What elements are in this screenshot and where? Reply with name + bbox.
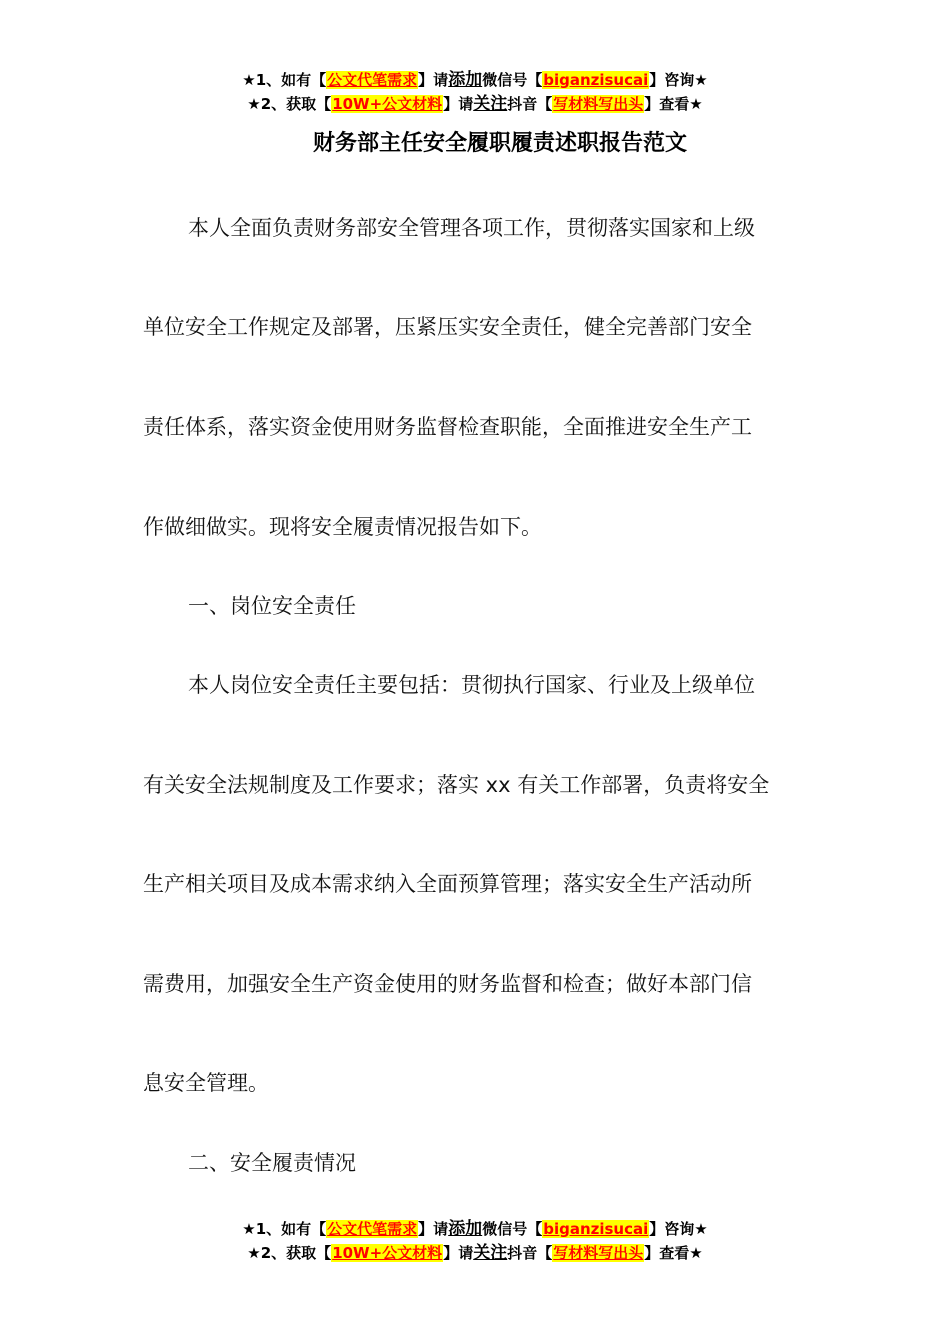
- document-title: 财务部主任安全履职履责述职报告范文: [312, 131, 687, 156]
- paragraph-line: 单位安全工作规定及部署，压紧压实安全责任，健全完善部门安全: [143, 315, 752, 339]
- highlight-materials: 10W+公文材料: [332, 1244, 443, 1262]
- banner-line-2: ★2、获取【10W+公文材料】请关注抖音【写材料写出头】查看★: [247, 1243, 703, 1263]
- paragraph-line: 息安全管理。: [143, 1071, 269, 1095]
- highlight-materials: 10W+公文材料: [332, 95, 443, 113]
- highlight-service: 公文代笔需求: [327, 71, 418, 89]
- banner-line-1: ★1、如有【公文代笔需求】请添加微信号【biganzisucai】咨询★: [242, 70, 708, 90]
- paragraph-line: 本人全面负责财务部安全管理各项工作，贯彻落实国家和上级: [188, 216, 755, 240]
- highlight-douyin-id: 写材料写出头: [553, 1244, 644, 1262]
- section-heading: 二、安全履责情况: [188, 1151, 356, 1175]
- emphasis-add: 添加: [448, 70, 483, 90]
- paragraph-line: 本人岗位安全责任主要包括：贯彻执行国家、行业及上级单位: [188, 673, 755, 697]
- section-heading: 一、岗位安全责任: [188, 594, 356, 618]
- footer-banner: [0, 1217, 950, 1265]
- paragraph-line: 有关安全法规制度及工作要求；落实 xx 有关工作部署，负责将安全: [143, 773, 770, 797]
- emphasis-add: 添加: [448, 1219, 483, 1239]
- highlight-wechat-id: biganzisucai: [543, 71, 649, 89]
- highlight-douyin-id: 写材料写出头: [553, 95, 644, 113]
- banner-line-2: ★2、获取【10W+公文材料】请关注抖音【写材料写出头】查看★: [247, 94, 703, 114]
- paragraph-line: 责任体系，落实资金使用财务监督检查职能，全面推进安全生产工: [143, 415, 752, 439]
- highlight-wechat-id: biganzisucai: [543, 1220, 649, 1238]
- emphasis-follow: 关注: [473, 94, 508, 114]
- paragraph-line: 需费用，加强安全生产资金使用的财务监督和检查；做好本部门信: [143, 972, 752, 996]
- header-banner: [0, 68, 950, 116]
- paragraph-line: 作做细做实。现将安全履责情况报告如下。: [143, 515, 542, 539]
- highlight-service: 公文代笔需求: [327, 1220, 418, 1238]
- paragraph-line: 生产相关项目及成本需求纳入全面预算管理；落实安全生产活动所: [143, 872, 752, 896]
- banner-line-1: ★1、如有【公文代笔需求】请添加微信号【biganzisucai】咨询★: [242, 1219, 708, 1239]
- emphasis-follow: 关注: [473, 1243, 508, 1263]
